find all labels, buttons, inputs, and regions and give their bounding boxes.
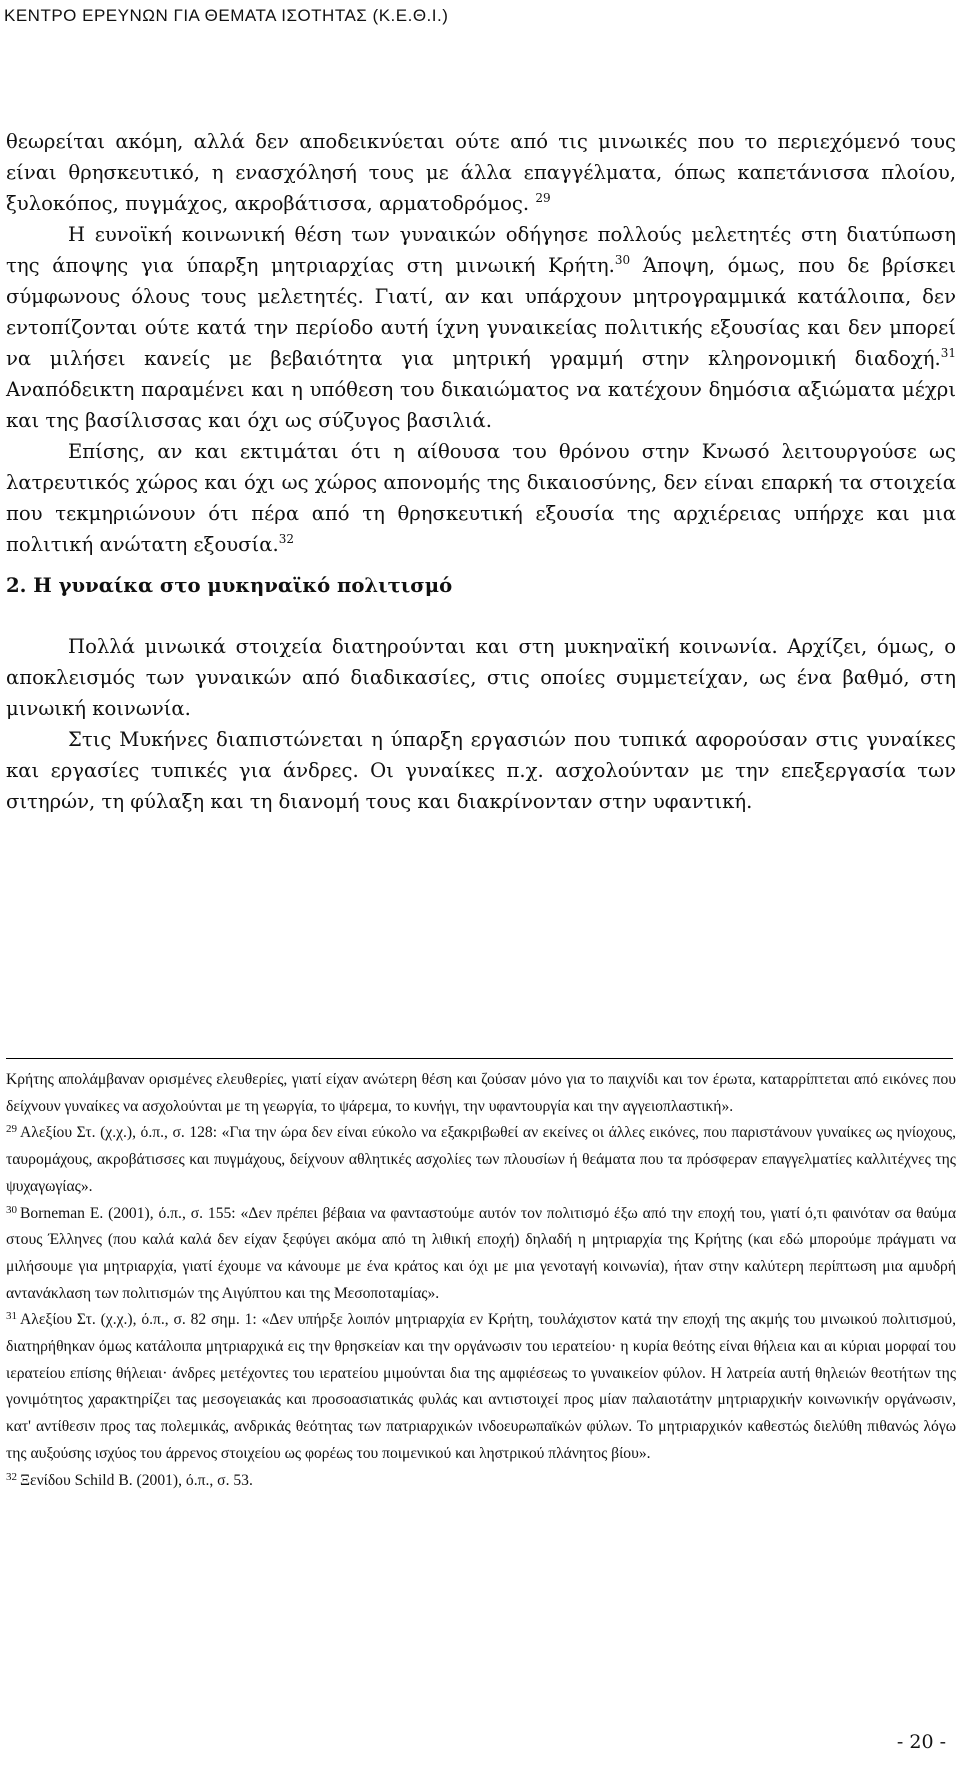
footnote-31: $^{31}$ Αλεξίου Στ. (χ.χ.), ό.π., σ. 82 σημ. 1: «Δεν υπήρξε λοιπόν μητριαρχία εν Κρήτη, τουλάχιστον κατά την εποχή της ακμής του μινωικού πολιτισμού, διατηρήθηκαν όμως κατάλοιπα μητριαρχικά εις την θρησκείαν και την οργάνωσιν του ιερατείου· η κυρία θεότης είναι θήλεια και αι κύριαι μορφαί του ιερατείου επίσης θήλειαι· άνδρες μετέχοντες του ιερατείου μιμούνται δια της αμφιέσεως το γυναικείον φύλον. Η λατρεία αυτή θηλειών θεοτήτων της γονιμότητος χαρακτηρίζει τας μεσογειακάς και προσοασιατικάς φυλάς και αντιστοιχεί προς μίαν παλαιοτάτην μητριαρχικήν κοινωνικήν οργάνωσιν, κατ' αντίθεσιν προς τας πολεμικάς, ανδρικάς θεότητας των πατριαρχικών ινδοευρωπαϊκών φύλων. Το μητριαρχικόν καθεστώς διελύθη πιθανώς λόγω της αυξούσης ισχύος του άρρενος στοιχείου ως φορέως του ποιμενικού και ληστρικού πλάνητος βίου». (6, 1310, 956, 1462)
footnote-divider (6, 1058, 953, 1059)
footnote-ref-30[interactable]: 30 (614, 253, 631, 267)
main-text (6, 126, 956, 817)
footnote-number: 31 (6, 1310, 17, 1323)
footnote-ref-31[interactable]: 31 (940, 346, 956, 360)
footnote-29: $^{29}$ Αλεξίου Στ. (χ.χ.), ό.π., σ. 128: «Για την ώρα δεν είναι εύκολο να εξακριβωθεί αν εκείνες οι άλλες εικόνες, που παριστάνουν γυναίκες ως ηνίοχους, ταυρομάχους, ακροβάτισσες και πυγμάχους, δείχνουν αθλητικές ασχολίες των πλουσίων ή θεάματα που τα πρόσφεραν επαγγελματίες καλλιτέχνες της ψυχαγωγίας». (6, 1123, 956, 1195)
paragraph-2: Η ευνοϊκή κοινωνική θέση των γυναικών οδήγησε πολλούς μελετητές στη διατύπωση της άποψης για ύπαρξη μητριαρχίας στη μινωική Κρήτη.$^{30}$ Άποψη, όμως, που δε βρίσκει σύμφωνους όλους τους μελετητές. Γιατί, αν και υπάρχουν μητρογραμμικά κατάλοιπα, δεν εντοπίζονται ούτε κατά την περίοδο αυτή ίχνη γυναικείας πολιτικής εξουσίας και δεν μπορεί να μιλήσει κανείς με βεβαιότητα για μητρική γραμμή στην κληρονομική διαδοχή.$^{31}$ Αναπόδεικτη παραμένει και η υπόθεση του δικαιώματος να κατέχουν δημόσια αξιώματα μέχρι και της βασίλισσας και όχι ως σύζυγος βασιλιά. (6, 223, 957, 432)
page-number: - 20 - (896, 1731, 946, 1753)
footnotes (6, 1067, 956, 1494)
footnote-32: $^{32}$ Ξενίδου Schild B. (2001), ό.π., σ. 53. (6, 1470, 253, 1489)
footnote-continuation: Κρήτης απολάμβαναν ορισμένες ελευθερίες, γιατί είχαν ανώτερη θέση και ζούσαν μόνο για το παιχνίδι και τον έρωτα, καταρρίπτεται από εικόνες που δείχνουν γυναίκες να ασχολούνται με τη γεωργία, το ψάρεμα, το κυνήγι, την υφαντουργία και την αγγειοπλαστική». (6, 1071, 956, 1115)
page-header: ΚΕΝΤΡΟ ΕΡΕΥΝΩΝ ΓΙΑ ΘΕΜΑΤΑ ΙΣΟΤΗΤΑΣ (Κ.Ε.Θ.Ι.) (4, 6, 449, 25)
footnote-number: 30 (6, 1203, 17, 1216)
paragraph-1: θεωρείται ακόμη, αλλά δεν αποδεικνύεται ούτε από τις μινωικές που το περιεχόμενό τους είναι θρησκευτικό, η ενασχόλησή τους με άλλα επαγγέλματα, όπως καπετάνισσα πλοίου, ξυλοκόπος, πυγμάχος, ακροβάτισσα, αρματοδρόμος. $^{29}$ (6, 130, 956, 215)
footnote-number: 29 (6, 1123, 17, 1136)
paragraph-3: Επίσης, αν και εκτιμάται ότι η αίθουσα του θρόνου στην Κνωσό λειτουργούσε ως λατρευτικός χώρος και όχι ως χώρος απονομής της δικαιοσύνης, δεν είναι επαρκή τα στοιχεία που τεκμηριώνουν ότι πέρα από τη θρησκευτική εξουσία της αρχιέρειας υπήρχε και μια πολιτική ανώτατη εξουσία.$^{32}$ (6, 440, 956, 556)
paragraph-5: Στις Μυκήνες διαπιστώνεται η ύπαρξη εργασιών που τυπικά αφορούσαν στις γυναίκες και εργασίες τυπικές για άνδρες. Οι γυναίκες π.χ. ασχολούνταν με την επεξεργασία των σιτηρών, τη φύλαξη και τη διανομή τους και διακρίνονταν στην υφαντική. (6, 728, 956, 813)
footnote-ref-29[interactable]: 29 (535, 191, 551, 205)
footnote-number: 32 (6, 1470, 17, 1483)
section-heading: 2. Η γυναίκα στο μυκηναϊκό πολιτισμό (6, 574, 453, 597)
footnote-30: $^{30}$ Borneman E. (2001), ό.π., σ. 155: «Δεν πρέπει βέβαια να φανταστούμε αυτόν τον πολιτισμό έξω από την εποχή του, γιατί ό,τι φαινόταν σα θαύμα στους Έλληνες (που καλά καλά δεν είχαν ξεφύγει ακόμα από τη λιθική εποχή) δηλαδή η μητριαρχία της Κρήτης (και εδώ μπορούμε πράγματι να μιλήσουμε για μητριαρχία, γιατί έχουμε να κάνουμε με ένα κράτος και όχι με μια γενοταγή κοινωνία), ήταν στην καλύτερη περίπτωση μια αμυδρή αντανάκλαση των πολιτισμών της Αιγύπτου και της Μεσοποταμίας». (6, 1203, 956, 1302)
paragraph-4: Πολλά μινωικά στοιχεία διατηρούνται και στη μυκηναϊκή κοινωνία. Αρχίζει, όμως, ο αποκλεισμός των γυναικών από διαδικασίες, στις οποίες συμμετείχαν, ως ένα βαθμό, στη μινωική κοινωνία. (6, 635, 956, 720)
footnote-ref-32[interactable]: 32 (278, 532, 294, 546)
